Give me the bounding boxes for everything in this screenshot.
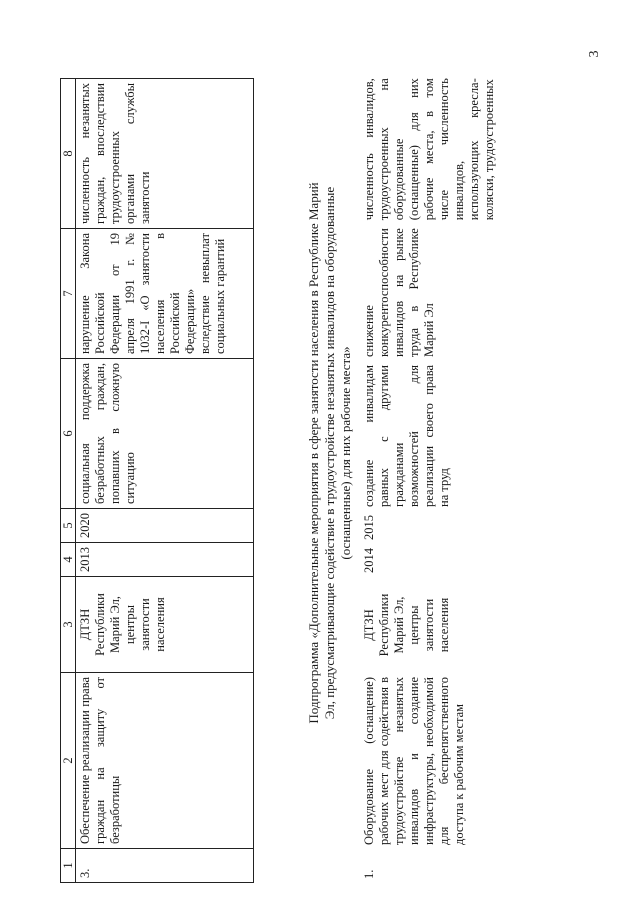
header-col-6: 6 <box>61 359 76 509</box>
indicator: численность инвалидов, трудоустроенных на оборудованные (оснащенные) для них рабочие места, в том числе численность инвалидов, использующих кресла-коляски, трудоустроенных <box>362 78 496 221</box>
page-number: 3 <box>587 50 602 58</box>
table-row <box>360 74 499 883</box>
end-year: 2015 <box>362 515 376 540</box>
header-col-5: 5 <box>61 509 76 543</box>
row-number: 3. <box>76 849 254 883</box>
expected-result: социальная поддержка безработных граждан, попавших в сложную ситуацию <box>76 359 254 509</box>
rotated-page-content <box>60 43 580 883</box>
subprogram-measures <box>360 74 499 883</box>
executor: ДТЗН Республики Марий Эл, центры занятости населения <box>362 593 451 657</box>
subprogram-title: Подпрограмма «Дополнительные мероприятия в сфере занятости населения в Республике Марий Эл, предусматривающие содействие в трудоустройстве незанятых инвалидов на оборудованные (оснащенные) для них рабочие места» <box>306 182 353 724</box>
start-year: 2014 <box>362 548 376 573</box>
start-year: 2013 <box>76 543 254 577</box>
table-row <box>76 79 254 883</box>
header-col-7: 7 <box>61 229 76 359</box>
header-col-1: 1 <box>61 849 76 883</box>
header-col-4: 4 <box>61 543 76 577</box>
header-col-8: 8 <box>61 79 76 229</box>
row-number: 1. <box>362 869 376 879</box>
indicator: численность незанятых граждан, впоследствии трудоустроенных органами службы занятости <box>76 79 254 229</box>
end-year: 2020 <box>76 509 254 543</box>
expected-result: создание инвалидам равных с другими гражданами возможностей для реализации своего права на труд <box>362 365 451 507</box>
measure-name: Обеспечение реализации права граждан на защиту от безработицы <box>76 673 254 849</box>
header-col-2: 2 <box>61 673 76 849</box>
executor: ДТЗН Республики Марий Эл, центры занятости населения <box>76 577 254 673</box>
consequences: нарушение Закона Российской Федерации от 19 апреля 1991 г. № 1032-I «О занятости населения в Российской Федерации» вследствие невыплат социальных гарантий <box>76 229 254 359</box>
header-col-3: 3 <box>61 577 76 673</box>
consequences: снижение конкурентоспособности инвалидов на рынке труда в Республике Марий Эл <box>362 228 436 357</box>
measures-table <box>60 78 254 883</box>
measure-name: Оборудование (оснащение) рабочих мест для содействия в трудоустройстве незанятых инвалидов и создание инфраструктуры, необходимой для беспрепятственного доступа к рабочим местам <box>362 677 466 845</box>
table-header-row <box>61 79 76 883</box>
